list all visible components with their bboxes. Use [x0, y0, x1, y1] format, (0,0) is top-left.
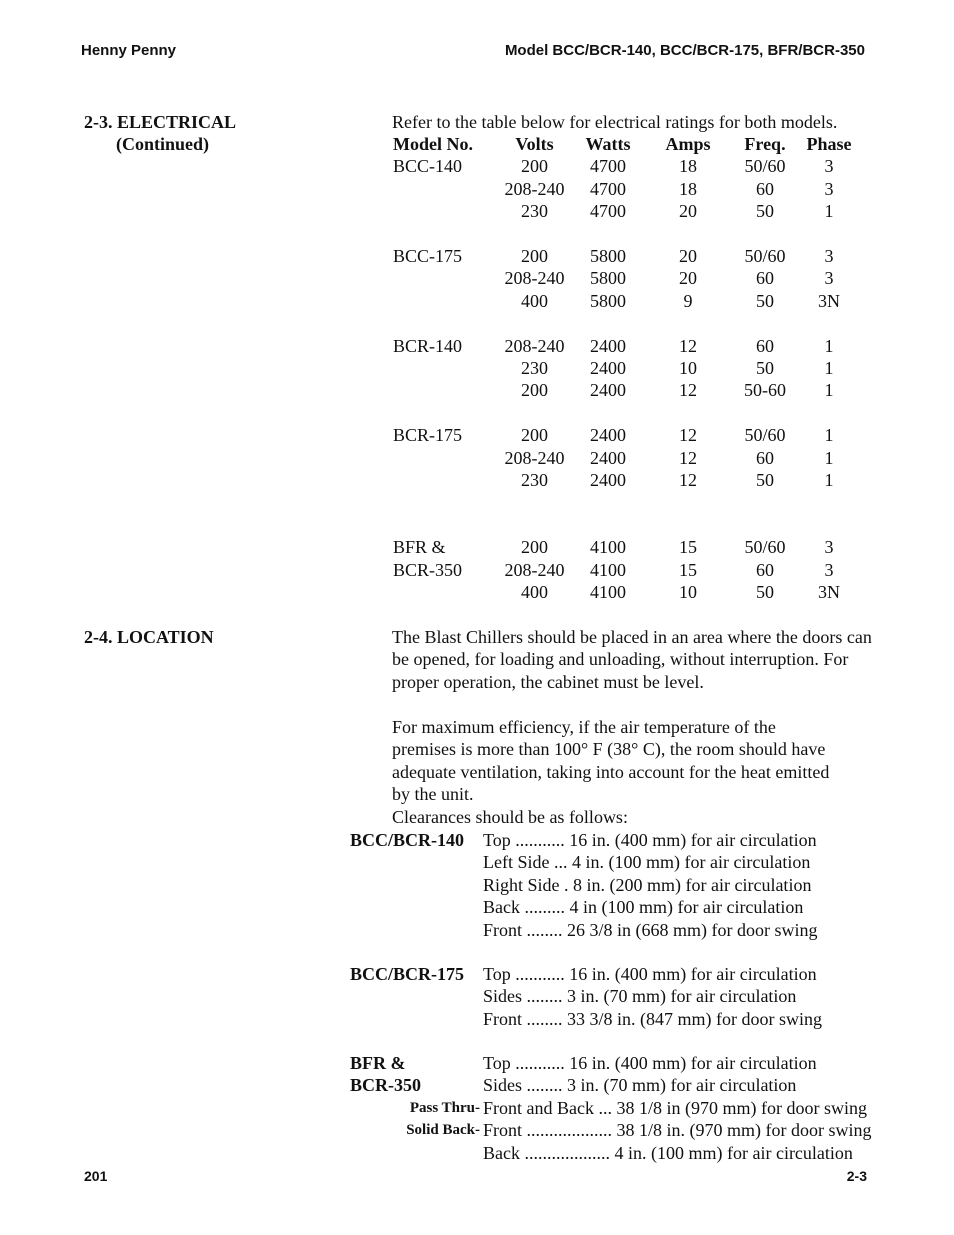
cell-volts: 208-240	[504, 335, 565, 356]
table-group-spacer	[390, 402, 864, 424]
cell-model	[390, 447, 493, 469]
header-brand: Henny Penny	[81, 42, 177, 59]
electrical-section-title	[84, 111, 236, 156]
cell-freq: 60	[756, 447, 774, 468]
spacer-cell	[390, 312, 864, 334]
cell-watts: 2400	[590, 380, 626, 401]
clearance-line: Left Side ... 4 in. (100 mm) for air circulation	[483, 852, 811, 873]
cell-volts: 230	[521, 201, 548, 222]
cell-phase: 1	[824, 335, 834, 356]
cell-amps: 12	[679, 380, 697, 401]
cell-amps: 9	[683, 290, 693, 311]
electrical-table-body	[390, 155, 864, 603]
cell-model	[390, 357, 493, 379]
cell-watts: 4100	[590, 582, 626, 603]
cell-model	[390, 469, 493, 491]
table-row	[390, 290, 864, 312]
table-row	[390, 581, 864, 603]
table-group-spacer	[390, 223, 864, 245]
solid-back-label: Solid Back-	[406, 1122, 480, 1139]
cell-freq: 50/60	[744, 537, 786, 558]
cell-volts: 230	[521, 470, 548, 491]
cell-amps: 12	[679, 335, 697, 356]
electrical-continued-label: (Continued)	[116, 134, 210, 155]
spacer-cell	[390, 223, 864, 245]
cell-volts: 208-240	[504, 268, 565, 289]
cell-watts: 5800	[590, 246, 626, 267]
cell-phase: 3	[824, 178, 834, 199]
cell-phase: 3	[824, 246, 834, 267]
cell-phase: 1	[824, 380, 834, 401]
col-header-amps: Amps	[665, 134, 711, 154]
cell-phase: 3	[824, 268, 834, 289]
cell-amps: 18	[679, 178, 697, 199]
cell-model	[390, 178, 493, 200]
cell-phase: 3N	[818, 582, 840, 603]
cell-model	[390, 267, 493, 289]
pass-thru-label: Pass Thru-	[409, 1099, 480, 1116]
cell-model: BCC-140	[393, 156, 463, 177]
cell-amps: 12	[679, 470, 697, 491]
cell-volts: 400	[521, 582, 548, 603]
table-group-spacer	[390, 312, 864, 334]
cell-watts: 2400	[590, 447, 626, 468]
cell-volts: 200	[521, 425, 548, 446]
cell-amps: 20	[679, 268, 697, 289]
cell-freq: 60	[756, 268, 774, 289]
cell-model: BCR-350	[393, 559, 463, 580]
cell-phase: 1	[824, 470, 834, 491]
cell-volts: 230	[521, 358, 548, 379]
cell-amps: 20	[679, 201, 697, 222]
clearance-line: Sides ........ 3 in. (70 mm) for air circulation	[483, 1075, 797, 1096]
cell-amps: 12	[679, 425, 697, 446]
clearance-line: Back ................... 4 in. (100 mm) for air circulation	[483, 1142, 853, 1163]
clearance-line: Front ........ 26 3/8 in (668 mm) for door swing	[483, 919, 818, 940]
table-row	[390, 245, 864, 267]
table-row	[390, 424, 864, 446]
cell-freq: 50	[756, 201, 774, 222]
table-row	[390, 379, 864, 401]
cell-freq: 50	[756, 358, 774, 379]
cell-watts: 4100	[590, 537, 626, 558]
cell-model: BFR &	[393, 537, 446, 558]
cell-amps: 15	[679, 559, 697, 580]
cell-watts: 2400	[590, 425, 626, 446]
table-row	[390, 200, 864, 222]
clearance-line: Top ........... 16 in. (400 mm) for air circulation	[483, 964, 817, 984]
clearances-label: Clearances should be as follows:	[392, 807, 628, 827]
cell-freq: 50-60	[744, 380, 786, 401]
cell-amps: 10	[679, 358, 697, 379]
col-header-freq: Freq.	[744, 134, 786, 154]
cell-freq: 60	[756, 178, 774, 199]
clearance-line: Back ......... 4 in (100 mm) for air circulation	[483, 897, 804, 918]
spacer-cell	[390, 402, 864, 424]
cell-phase: 1	[824, 425, 834, 446]
table-row	[390, 335, 864, 357]
location-paragraph-1: The Blast Chillers should be placed in an area where the doors can be opened, for loading and unloading, without interruption. For proper operation, the cabinet must be level.	[392, 627, 872, 692]
cell-watts: 2400	[590, 470, 626, 491]
spacer-cell	[390, 491, 864, 536]
cell-volts: 200	[521, 537, 548, 558]
cell-model	[390, 379, 493, 401]
col-header-volts: Volts	[515, 134, 554, 154]
table-group-spacer	[390, 491, 864, 536]
table-row	[390, 447, 864, 469]
cell-volts: 200	[521, 380, 548, 401]
cell-amps: 15	[679, 537, 697, 558]
clearance-line: Front ........ 33 3/8 in. (847 mm) for door swing	[483, 1008, 822, 1029]
cell-phase: 1	[824, 447, 834, 468]
col-header-phase: Phase	[806, 134, 852, 154]
header-model-list: Model BCC/BCR-140, BCC/BCR-175, BFR/BCR-350	[504, 42, 865, 59]
clearance-model-bfr-line2: BCR-350	[350, 1075, 421, 1096]
cell-freq: 50	[756, 582, 774, 603]
cell-watts: 2400	[590, 358, 626, 379]
cell-freq: 50	[756, 290, 774, 311]
clearance-line: Right Side . 8 in. (200 mm) for air circulation	[483, 874, 812, 895]
cell-amps: 20	[679, 246, 697, 267]
clearance-model-bcc140: BCC/BCR-140	[350, 830, 465, 850]
cell-volts: 208-240	[504, 178, 565, 199]
electrical-title-text: 2-3. ELECTRICAL	[84, 112, 237, 132]
footer-page-number: 2-3	[846, 1168, 867, 1184]
cell-watts: 5800	[590, 268, 626, 289]
cell-phase: 3N	[818, 290, 840, 311]
cell-volts: 208-240	[504, 447, 565, 468]
clearance-line: Top ........... 16 in. (400 mm) for air circulation	[483, 1053, 817, 1073]
clearance-model-bcc175: BCC/BCR-175	[350, 964, 465, 984]
cell-freq: 60	[756, 335, 774, 356]
cell-freq: 50/60	[744, 425, 786, 446]
cell-watts: 2400	[590, 335, 626, 356]
table-row	[390, 267, 864, 289]
clearance-model-bfr-line1: BFR &	[350, 1053, 406, 1073]
col-header-watts: Watts	[585, 134, 631, 154]
clearance-line: Front ................... 38 1/8 in. (970 mm) for door swing	[483, 1120, 872, 1141]
cell-model	[390, 200, 493, 222]
electrical-ratings-table	[390, 133, 864, 603]
cell-watts: 5800	[590, 290, 626, 311]
cell-freq: 50/60	[744, 246, 786, 267]
cell-model: BCR-140	[393, 335, 463, 356]
table-row	[390, 469, 864, 491]
table-row	[390, 536, 864, 558]
electrical-intro: Refer to the table below for electrical ratings for both models.	[392, 112, 838, 132]
cell-phase: 3	[824, 537, 834, 558]
cell-model: BCC-175	[393, 246, 463, 267]
table-row	[390, 559, 864, 581]
cell-model	[390, 581, 493, 603]
cell-volts: 400	[521, 290, 548, 311]
cell-phase: 1	[824, 201, 834, 222]
cell-phase: 1	[824, 358, 834, 379]
cell-volts: 200	[521, 246, 548, 267]
cell-volts: 200	[521, 156, 548, 177]
cell-amps: 10	[679, 582, 697, 603]
cell-watts: 4100	[590, 559, 626, 580]
cell-model	[390, 290, 493, 312]
cell-freq: 60	[756, 559, 774, 580]
cell-watts: 4700	[590, 156, 626, 177]
table-row	[390, 178, 864, 200]
cell-model: BCR-175	[393, 425, 463, 446]
cell-amps: 18	[679, 156, 697, 177]
table-row	[390, 155, 864, 177]
location-paragraph-2: For maximum efficiency, if the air temperature of the premises is more than 100° F (38° C), the room should have adequate ventilation, taking into account for the heat emitted by the unit.	[392, 717, 830, 805]
location-section-title: 2-4. LOCATION	[84, 627, 214, 647]
clearance-line: Front and Back ... 38 1/8 in (970 mm) for door swing	[483, 1097, 867, 1118]
cell-amps: 12	[679, 447, 697, 468]
cell-freq: 50	[756, 470, 774, 491]
cell-volts: 208-240	[504, 559, 565, 580]
clearance-line: Top ........... 16 in. (400 mm) for air circulation	[483, 830, 817, 850]
table-row	[390, 357, 864, 379]
col-header-model: Model No.	[393, 134, 473, 154]
cell-phase: 3	[824, 156, 834, 177]
cell-phase: 3	[824, 559, 834, 580]
cell-watts: 4700	[590, 201, 626, 222]
clearance-line: Sides ........ 3 in. (70 mm) for air circulation	[483, 986, 797, 1007]
footer-doc-number: 201	[84, 1168, 108, 1184]
cell-freq: 50/60	[744, 156, 786, 177]
cell-watts: 4700	[590, 178, 626, 199]
table-header-row	[390, 133, 864, 155]
